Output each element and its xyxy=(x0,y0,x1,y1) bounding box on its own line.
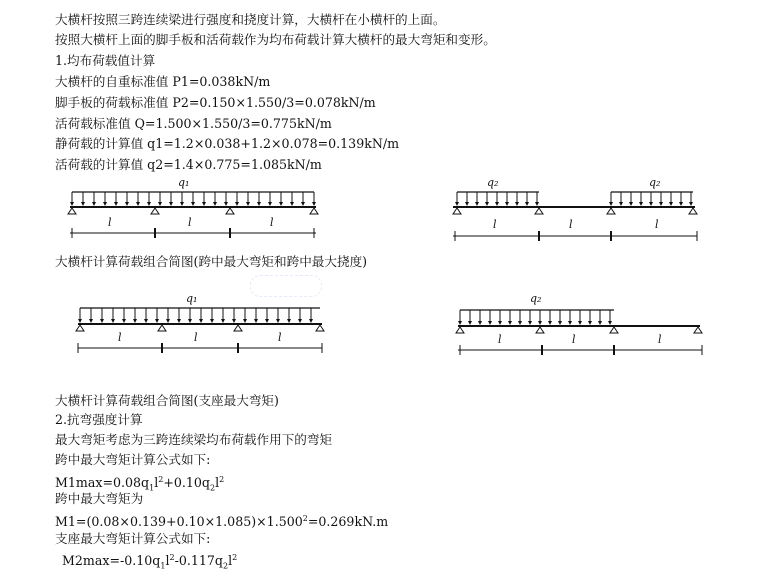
q2-label-2: q₂ xyxy=(649,176,661,189)
load-arrow xyxy=(199,308,203,323)
formula-m1-value: $M1=(0.08\times 0.139+0.10\times 1.085)\times 1.500^2=0.269kN.m$ xyxy=(55,514,389,530)
load-arrow xyxy=(578,310,582,325)
distributed-load-arrows xyxy=(70,192,316,206)
load-arrow xyxy=(125,192,129,206)
load-arrow xyxy=(608,310,612,325)
distributed-load-arrows xyxy=(458,310,614,325)
distributed-load-arrows xyxy=(78,308,320,323)
load-arrow xyxy=(103,192,107,206)
support-triangle xyxy=(689,208,697,214)
distributed-load-arrows-span3 xyxy=(609,192,693,206)
load-arrow xyxy=(158,192,162,206)
support-triangle xyxy=(610,327,618,333)
load-arrow xyxy=(498,310,502,325)
support-triangle xyxy=(158,325,166,331)
load-arrow xyxy=(92,192,96,206)
load-arrow xyxy=(468,310,472,325)
load-arrow xyxy=(558,310,562,325)
load-arrow xyxy=(518,310,522,325)
load-arrow xyxy=(70,192,74,206)
load-arrow xyxy=(639,192,643,206)
load-arrow xyxy=(202,192,206,206)
load-arrow xyxy=(155,308,159,323)
load-arrow xyxy=(177,308,181,323)
support-triangle xyxy=(151,208,159,214)
span-label-2: l xyxy=(194,331,198,344)
load-arrow xyxy=(309,308,313,323)
load-arrow xyxy=(458,310,462,325)
text-line-p1: 大横杆的自重标准值 P1=0.038kN/m xyxy=(55,74,271,89)
load-arrow xyxy=(210,308,214,323)
q1-label: q₁ xyxy=(178,176,190,189)
load-arrow xyxy=(535,192,539,206)
span-label-2: l xyxy=(188,216,192,229)
load-diagram-q1-full-support xyxy=(68,290,338,360)
load-arrow xyxy=(166,308,170,323)
span-label-2: l xyxy=(569,218,573,231)
load-arrow xyxy=(649,192,653,206)
support-triangle xyxy=(453,208,461,214)
load-arrow xyxy=(659,192,663,206)
load-arrow xyxy=(221,308,225,323)
text-line-span-formula-intro: 跨中最大弯矩计算公式如下: xyxy=(55,452,211,467)
text-line-support-formula-intro: 支座最大弯矩计算公式如下: xyxy=(55,531,211,546)
text-line-q: 活荷载标准值 Q=1.500×1.550/3=0.775kN/m xyxy=(55,116,332,131)
load-arrow xyxy=(246,192,250,206)
load-arrow xyxy=(111,308,115,323)
load-arrow xyxy=(180,192,184,206)
span-label-3: l xyxy=(270,216,274,229)
load-arrow xyxy=(188,308,192,323)
load-diagram-q2-two-spans xyxy=(450,290,720,360)
load-arrow xyxy=(235,192,239,206)
support-triangle xyxy=(535,208,543,214)
load-arrow xyxy=(147,192,151,206)
load-arrow xyxy=(100,308,104,323)
load-arrow xyxy=(257,192,261,206)
load-arrow xyxy=(548,310,552,325)
support-triangle xyxy=(68,208,76,214)
section-heading-bending: 2.抗弯强度计算 xyxy=(55,412,143,427)
support-triangle xyxy=(234,325,242,331)
formula-m1max: $M1\max=0.08q_1l^2+0.10q_2l^2$ xyxy=(55,475,225,493)
load-arrow xyxy=(475,192,479,206)
load-arrow xyxy=(619,192,623,206)
load-arrow xyxy=(224,192,228,206)
formula-m2max: $M2\max=-0.10q_1l^2-0.117q_2l^2$ xyxy=(62,553,238,571)
caption-diagram-2: 大横杆计算荷载组合简图(支座最大弯矩) xyxy=(55,393,279,408)
load-arrow xyxy=(144,308,148,323)
support-triangle xyxy=(316,325,324,331)
support-triangle xyxy=(536,327,544,333)
load-arrow xyxy=(287,308,291,323)
caption-diagram-1: 大横杆计算荷载组合简图(跨中最大弯矩和跨中最大挠度) xyxy=(55,254,368,269)
text-line-2: 按照大横杆上面的脚手板和活荷载作为均布荷载计算大横杆的最大弯矩和变形。 xyxy=(55,32,496,47)
load-arrow xyxy=(114,192,118,206)
span-label-1: l xyxy=(493,218,497,231)
load-arrow xyxy=(122,308,126,323)
load-arrow xyxy=(81,192,85,206)
load-arrow xyxy=(568,310,572,325)
load-diagram-q1-full xyxy=(58,176,328,246)
section-heading-load: 1.均布荷载值计算 xyxy=(55,53,156,68)
load-arrow xyxy=(609,192,613,206)
load-arrow xyxy=(268,192,272,206)
text-line-1: 大横杆按照三跨连续梁进行强度和挠度计算，大横杆在小横杆的上面。 xyxy=(55,12,446,27)
support-triangle xyxy=(310,208,318,214)
load-arrow xyxy=(213,192,217,206)
load-arrow xyxy=(478,310,482,325)
support-triangle xyxy=(76,325,84,331)
load-arrow xyxy=(588,310,592,325)
load-arrow xyxy=(465,192,469,206)
text-line-p2: 脚手板的荷载标准值 P2=0.150×1.550/3=0.078kN/m xyxy=(55,95,376,110)
distributed-load-arrows-span1 xyxy=(455,192,539,206)
support-triangle xyxy=(456,327,464,333)
load-arrow xyxy=(169,192,173,206)
span-label-3: l xyxy=(655,218,659,231)
load-diagram-q2-alternate xyxy=(445,176,715,246)
span-label-1: l xyxy=(118,331,122,344)
load-arrow xyxy=(505,192,509,206)
load-arrow xyxy=(78,308,82,323)
span-label-3: l xyxy=(658,333,662,346)
load-arrow xyxy=(525,192,529,206)
load-arrow xyxy=(679,192,683,206)
load-arrow xyxy=(689,192,693,206)
support-triangle xyxy=(226,208,234,214)
load-arrow xyxy=(495,192,499,206)
load-arrow xyxy=(191,192,195,206)
text-line-q2: 活荷载的计算值 q2=1.4×0.775=1.085kN/m xyxy=(55,157,322,172)
load-arrow xyxy=(598,310,602,325)
text-line-moment-desc: 最大弯矩考虑为三跨连续梁均布荷载作用下的弯矩 xyxy=(55,432,333,447)
load-arrow xyxy=(290,192,294,206)
load-arrow xyxy=(298,308,302,323)
support-triangle xyxy=(694,327,702,333)
load-arrow xyxy=(515,192,519,206)
load-arrow xyxy=(488,310,492,325)
load-arrow xyxy=(254,308,258,323)
q2-label: q₂ xyxy=(530,292,542,305)
load-arrow xyxy=(538,310,542,325)
load-arrow xyxy=(312,192,316,206)
load-arrow xyxy=(629,192,633,206)
span-label-2: l xyxy=(572,333,576,346)
text-line-span-moment: 跨中最大弯矩为 xyxy=(55,491,144,506)
load-arrow xyxy=(243,308,247,323)
span-label-1: l xyxy=(108,216,112,229)
load-arrow xyxy=(508,310,512,325)
load-arrow xyxy=(485,192,489,206)
load-arrow xyxy=(528,310,532,325)
load-arrow xyxy=(133,308,137,323)
load-arrow xyxy=(301,192,305,206)
load-arrow xyxy=(136,192,140,206)
load-arrow xyxy=(455,192,459,206)
load-arrow xyxy=(669,192,673,206)
load-arrow xyxy=(279,192,283,206)
load-arrow xyxy=(265,308,269,323)
support-triangle xyxy=(607,208,615,214)
span-label-1: l xyxy=(498,333,502,346)
q2-label-1: q₂ xyxy=(487,176,499,189)
q1-label: q₁ xyxy=(186,292,198,305)
load-arrow xyxy=(232,308,236,323)
text-line-q1: 静荷载的计算值 q1=1.2×0.038+1.2×0.078=0.139kN/m xyxy=(55,136,400,151)
span-label-3: l xyxy=(278,331,282,344)
load-arrow xyxy=(276,308,280,323)
load-arrow xyxy=(89,308,93,323)
